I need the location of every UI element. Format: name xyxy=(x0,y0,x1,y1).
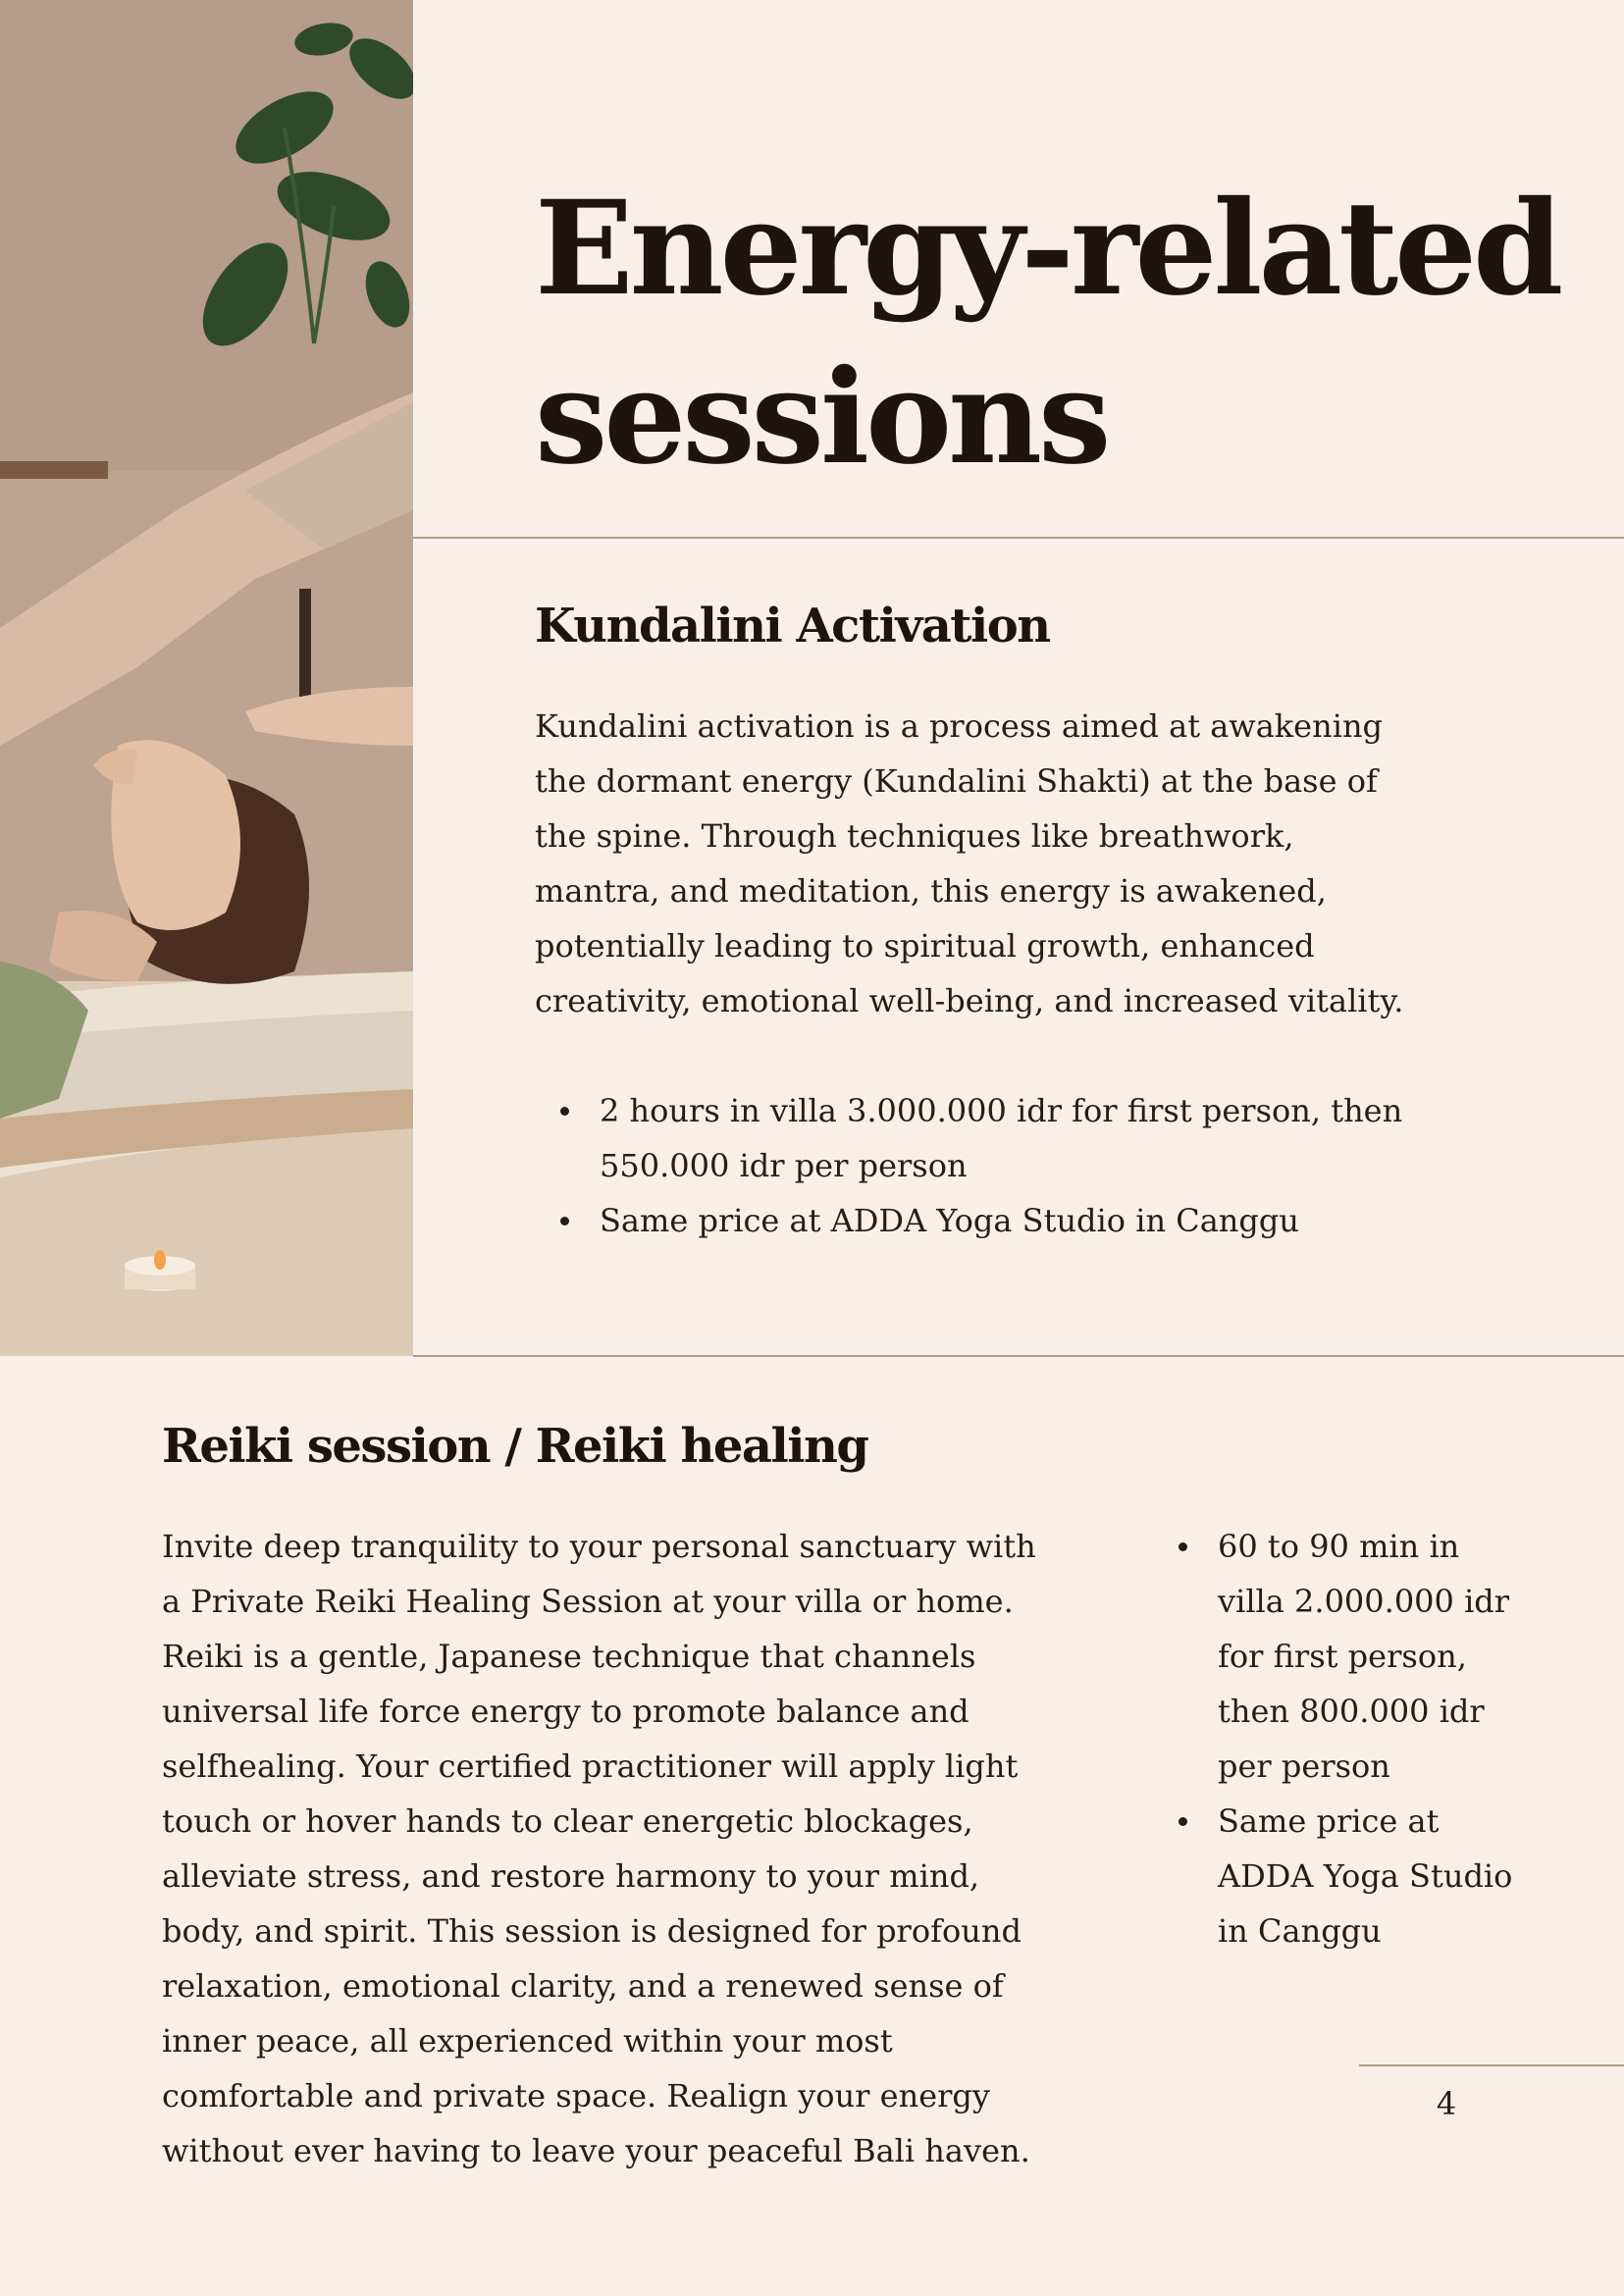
kundalini-line: mantra, and meditation, this energy is awakened, xyxy=(535,872,1327,910)
divider-middle xyxy=(413,1355,1624,1357)
kundalini-price-line: 2 hours in villa 3.000.000 idr for first person, then xyxy=(600,1092,1403,1129)
page-number: 4 xyxy=(1436,2085,1457,2122)
reiki-line: a Private Reiki Healing Session at your villa or home. xyxy=(162,1583,1014,1620)
kundalini-price-item xyxy=(535,1083,1575,1193)
kundalini-line: Kundalini activation is a process aimed at awakening xyxy=(535,707,1384,745)
reiki-line: body, and spirit. This session is designed for profound xyxy=(162,1912,1022,1950)
reiki-price-list xyxy=(1153,1519,1604,1958)
reiki-line: selfhealing. Your certified practitioner will apply light xyxy=(162,1748,1019,1785)
kundalini-price-item xyxy=(535,1193,1575,1248)
kundalini-line: the dormant energy (Kundalini Shakti) at the base of xyxy=(535,762,1378,800)
reiki-healing-photo xyxy=(0,0,413,1356)
reiki-price-line: per person xyxy=(1218,1748,1390,1785)
reiki-line: Reiki is a gentle, Japanese technique that channels xyxy=(162,1638,976,1675)
title-line-2: sessions xyxy=(535,341,1108,494)
reiki-price-line: ADDA Yoga Studio xyxy=(1218,1857,1513,1895)
reiki-price-line: 60 to 90 min in xyxy=(1218,1528,1460,1565)
reiki-description xyxy=(162,1519,1104,2178)
kundalini-price-line: Same price at ADDA Yoga Studio in Canggu xyxy=(600,1202,1299,1239)
kundalini-price-list xyxy=(535,1083,1575,1248)
kundalini-line: creativity, emotional well-being, and increased vitality. xyxy=(535,982,1404,1019)
footer-divider xyxy=(1359,2064,1624,2066)
reiki-price-line: villa 2.000.000 idr xyxy=(1218,1583,1510,1620)
reiki-line: without ever having to leave your peaceful Bali haven. xyxy=(162,2132,1030,2169)
reiki-line: comfortable and private space. Realign your energy xyxy=(162,2077,990,2114)
reiki-price-line: in Canggu xyxy=(1218,1912,1382,1950)
reiki-line: universal life force energy to promote balance and xyxy=(162,1693,969,1730)
page-title xyxy=(535,165,1595,502)
kundalini-line: potentially leading to spiritual growth, enhanced xyxy=(535,927,1315,965)
reiki-line: alleviate stress, and restore harmony to your mind, xyxy=(162,1857,980,1895)
divider-top xyxy=(413,537,1624,539)
reiki-line: touch or hover hands to clear energetic blockages, xyxy=(162,1802,973,1840)
reiki-line: Invite deep tranquility to your personal sanctuary with xyxy=(162,1528,1036,1565)
title-line-1: Energy-related xyxy=(535,173,1560,325)
kundalini-price-line: 550.000 idr per person xyxy=(600,1147,968,1184)
reiki-price-item xyxy=(1153,1794,1604,1958)
kundalini-heading: Kundalini Activation xyxy=(535,599,1050,653)
reiki-price-item xyxy=(1153,1519,1604,1794)
reiki-heading: Reiki session / Reiki healing xyxy=(162,1419,868,1474)
kundalini-description xyxy=(535,699,1575,1028)
reiki-price-line: Same price at xyxy=(1218,1802,1440,1840)
reiki-line: inner peace, all experienced within your most xyxy=(162,2022,893,2060)
reiki-price-line: for first person, xyxy=(1218,1638,1467,1675)
photo-illustration xyxy=(0,0,413,1356)
kundalini-line: the spine. Through techniques like breathwork, xyxy=(535,817,1294,855)
reiki-line: relaxation, emotional clarity, and a renewed sense of xyxy=(162,1967,1004,2005)
reiki-price-line: then 800.000 idr xyxy=(1218,1693,1485,1730)
